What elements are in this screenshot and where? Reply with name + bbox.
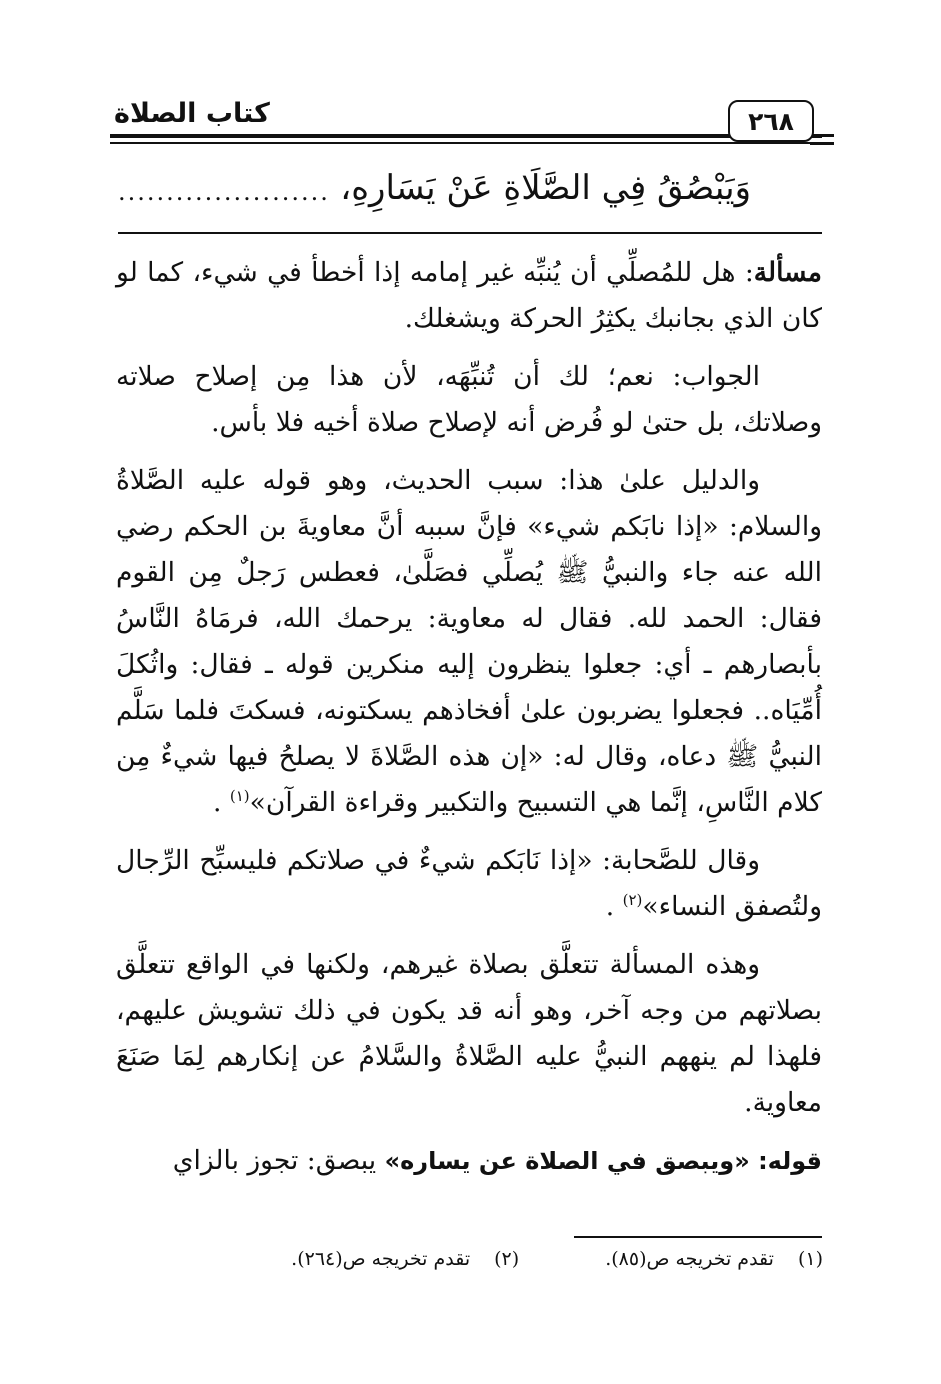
footnote-ref: (٢) <box>622 891 643 910</box>
paragraph-end: . <box>605 891 615 922</box>
footnote-text: تقدم تخريجه ص(٢٦٤). <box>291 1248 471 1270</box>
commentary-body <box>116 250 822 1196</box>
header-rule-thick <box>110 134 822 138</box>
paragraph-text: يبصق: تجوز بالزاي <box>172 1145 385 1176</box>
paragraph <box>116 458 822 826</box>
paragraph <box>116 942 822 1126</box>
footnote-number: (٢) <box>494 1248 520 1270</box>
footnote-divider <box>574 1236 822 1238</box>
page-header <box>110 96 822 156</box>
footnote <box>291 1248 519 1270</box>
page-number: ٢٦٨ <box>728 100 814 142</box>
matn-dots: ...................... <box>118 178 330 206</box>
header-rule-thin <box>110 142 822 144</box>
footnotes <box>291 1248 823 1270</box>
quoted-matn: قوله: «ويبصق في الصلاة عن يساره» <box>384 1147 822 1175</box>
matn-text: وَيَبْصُقُ فِي الصَّلَاةِ عَنْ يَسَارِهِ، <box>340 168 751 208</box>
footnote <box>605 1248 823 1270</box>
header-rule-stub <box>810 142 834 145</box>
issue-label: مسألة <box>753 257 822 288</box>
footnote-number: (١) <box>797 1248 823 1270</box>
paragraph <box>116 838 822 930</box>
footnote-text: تقدم تخريجه ص(٨٥). <box>605 1248 774 1270</box>
matn-divider <box>118 232 822 234</box>
paragraph <box>116 250 822 342</box>
paragraph-text: وهذه المسألة تتعلَّق بصلاة غيرهم، ولكنها في الواقع تتعلَّق بصلاتهم من وجه آخر، وهو أنه قد يكون في ذلك تشويش عليهم، فلهذا لم ينههم النبيُّ عليه الصَّلاةُ والسَّلامُ عن إنكارهم لِمَا صَنَعَ معاوية. <box>116 949 822 1118</box>
paragraph-text: : هل للمُصلِّي أن يُنبِّه غير إمامه إذا أخطأ في شيء، كما لو كان الذي بجانبك يكثِرُ الحركة ويشغلك. <box>116 257 822 334</box>
paragraph-text: الجواب: نعم؛ لك أن تُنبِّهَه، لأن هذا مِن إصلاح صلاته وصلاتك، بل حتىٰ لو فُرض أنه لإصلاح صلاة أخيه فلا بأس. <box>116 361 822 438</box>
paragraph-text: والدليل علىٰ هذا: سبب الحديث، وهو قوله عليه الصَّلاةُ والسلام: «إذا نابَكم شيء» فإنَّ سببه أنَّ معاويةَ بن الحكم رضي الله عنه جاء والنبيُّ ﷺ يُصلِّي فصَلَّىٰ، فعطس رَجلٌ مِن القوم فقال: الحمد لله. فقال له معاوية: يرحمك الله، فرمَاهُ النَّاسُ بأبصارهم ـ أي: جعلوا ينظرون إليه منكرين قوله ـ فقال: واثُكلَ أُمِّيَاه.. فجعلوا يضربون علىٰ أفخاذهم يسكتونه، فسكتَ فلما سَلَّم النبيُّ ﷺ دعاه، وقال له: «إن هذه الصَّلاةَ لا يصلحُ فيها شيءٌ مِن كلام النَّاسِ، إنَّما هي التسبيح والتكبير وقراءة القرآن» <box>116 465 822 818</box>
paragraph-text: وقال للصَّحابة: «إذا نَابَكم شيءٌ في صلاتكم فليسبِّح الرِّجال ولتُصفق النساء» <box>116 845 822 922</box>
paragraph <box>116 354 822 446</box>
book-title: كتاب الصلاة <box>114 98 270 129</box>
paragraph-end: . <box>212 787 222 818</box>
paragraph <box>116 1138 822 1184</box>
footnote-ref: (١) <box>229 787 250 806</box>
